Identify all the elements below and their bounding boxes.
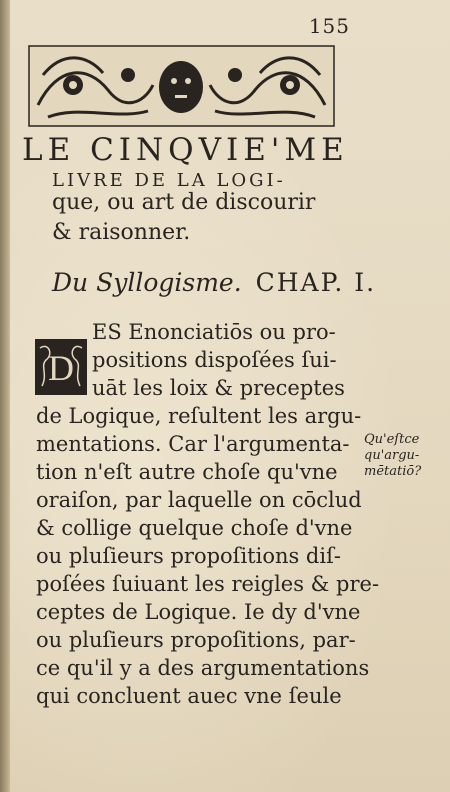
margin-note-line: Qu'eſtce [364, 432, 420, 447]
text-line: mentations. Car l'argumenta- [36, 432, 350, 456]
margin-note-line: qu'argu- [364, 448, 420, 463]
subtitle-line-1: LIVRE DE LA LOGI- [52, 170, 286, 191]
text-line: tion n'eſt autre choſe qu'vne [36, 460, 338, 484]
text-line: poſées ſuiuant les reigles & pre- [36, 572, 380, 596]
headpiece-ornament [28, 45, 335, 127]
text-line: qui concluent auec vne ſeule [36, 684, 342, 708]
page-number: 155 [308, 14, 350, 38]
subtitle-line-3: & raisonner. [52, 220, 191, 245]
page-edge [0, 0, 10, 792]
chapter-number: CHAP. I. [255, 268, 377, 297]
text-line: ceptes de Logique. Ie dy d'vne [36, 600, 361, 624]
text-line: positions dispoſées ſui- [92, 348, 337, 372]
chapter-heading [52, 268, 376, 297]
text-line: ES Enonciatiōs ou pro- [92, 320, 336, 344]
margin-note-line: mētatiō? [364, 464, 422, 479]
margin-note [364, 432, 450, 480]
body-text [36, 318, 380, 710]
text-line: & collige quelque choſe d'vne [36, 516, 353, 540]
text-line: oraiſon, par laquelle on cōclud [36, 488, 362, 512]
text-line: de Logique, reſultent les argu- [36, 404, 362, 428]
text-line: ce qu'il y a des argumentations [36, 656, 370, 680]
dropcap-letter: D [48, 348, 74, 388]
book-title: LE CINQVIE'ME [22, 132, 349, 168]
chapter-title: Du Syllogisme. [52, 268, 242, 297]
text-line: ou pluſieurs propoſitions diſ- [36, 544, 341, 568]
text-line: ou pluſieurs propoſitions, par- [36, 628, 356, 652]
subtitle-line-2: que, ou art de discourir [52, 190, 316, 215]
text-line: uāt les loix & preceptes [92, 376, 345, 400]
